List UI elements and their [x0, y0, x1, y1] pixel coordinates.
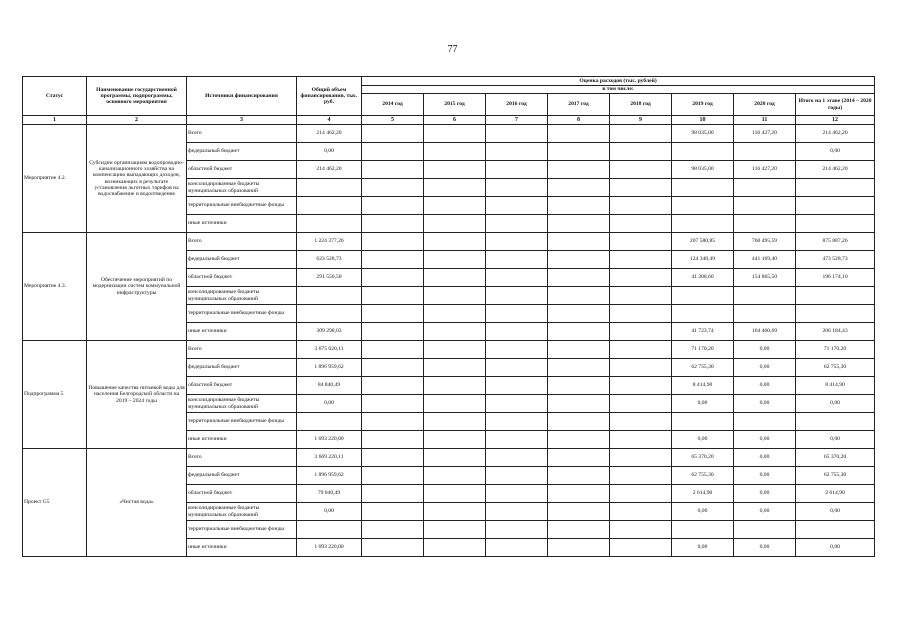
page-number: 77: [447, 44, 458, 55]
cell-2016: [486, 233, 548, 251]
cell-2018: [610, 521, 672, 539]
cell-2015: [424, 269, 486, 287]
cell-2015: [424, 395, 486, 413]
cell-2016: [486, 305, 548, 323]
cell-source: консолидированные бюджеты муниципальных образований: [187, 503, 297, 521]
cell-stage-total: 875 887,26: [796, 233, 875, 251]
cell-2017: [548, 251, 610, 269]
cell-2014: [362, 377, 424, 395]
cell-2016: [486, 359, 548, 377]
cell-2018: [610, 323, 672, 341]
cell-2014: [362, 161, 424, 179]
column-number: 10: [672, 116, 734, 125]
cell-source: федеральный бюджет: [187, 143, 297, 161]
cell-2019: 98 035,00: [672, 125, 734, 143]
header-total: Общий объем финансирования, тыс. руб.: [297, 77, 362, 116]
cell-2016: [486, 269, 548, 287]
cell-2020: 116 427,20: [734, 161, 796, 179]
cell-2018: [610, 287, 672, 305]
cell-2014: [362, 485, 424, 503]
cell-2020: 0,00: [734, 503, 796, 521]
cell-2016: [486, 323, 548, 341]
column-number: 3: [187, 116, 297, 125]
row-status: Мероприятие 4.2.: [23, 125, 87, 233]
column-number: 12: [796, 116, 875, 125]
cell-2017: [548, 431, 610, 449]
cell-2016: [486, 197, 548, 215]
cell-2017: [548, 359, 610, 377]
cell-stage-total: 196 174,10: [796, 269, 875, 287]
cell-2020: [734, 143, 796, 161]
cell-source: Всего: [187, 341, 297, 359]
cell-stage-total: [796, 305, 875, 323]
cell-2018: [610, 431, 672, 449]
cell-2019: 65 370,20: [672, 449, 734, 467]
cell-2019: 62 755,30: [672, 467, 734, 485]
cell-total: 214 462,20: [297, 125, 362, 143]
cell-2015: [424, 503, 486, 521]
cell-2018: [610, 233, 672, 251]
cell-2018: [610, 449, 672, 467]
cell-2020: [734, 179, 796, 197]
cell-2015: [424, 413, 486, 431]
cell-2019: [672, 143, 734, 161]
cell-2014: [362, 287, 424, 305]
cell-2015: [424, 539, 486, 557]
cell-source: территориальные внебюджетные фонды: [187, 413, 297, 431]
row-status: Мероприятие 4.3.: [23, 233, 87, 341]
cell-2014: [362, 143, 424, 161]
cell-2020: 0,00: [734, 485, 796, 503]
cell-2020: 0,00: [734, 341, 796, 359]
cell-2015: [424, 431, 486, 449]
cell-2015: [424, 467, 486, 485]
cell-total: [297, 305, 362, 323]
cell-2016: [486, 485, 548, 503]
cell-2015: [424, 179, 486, 197]
cell-2015: [424, 143, 486, 161]
cell-total: 623 528,73: [297, 251, 362, 269]
header-year: 2015 год: [424, 94, 486, 116]
cell-source: консолидированные бюджеты муниципальных образований: [187, 287, 297, 305]
cell-stage-total: 65 370,20: [796, 449, 875, 467]
cell-2016: [486, 377, 548, 395]
cell-source: федеральный бюджет: [187, 251, 297, 269]
cell-source: территориальные внебюджетные фонды: [187, 521, 297, 539]
cell-2017: [548, 215, 610, 233]
cell-2016: [486, 395, 548, 413]
cell-2016: [486, 341, 548, 359]
row-name: «Чистая вода»: [87, 449, 187, 557]
cell-total: 79 040,49: [297, 485, 362, 503]
cell-2017: [548, 395, 610, 413]
cell-2018: [610, 503, 672, 521]
cell-2016: [486, 179, 548, 197]
cell-source: областной бюджет: [187, 485, 297, 503]
cell-2017: [548, 485, 610, 503]
cell-total: 1 693 220,00: [297, 539, 362, 557]
cell-2017: [548, 125, 610, 143]
cell-2018: [610, 161, 672, 179]
cell-total: 84 840,49: [297, 377, 362, 395]
row-name: Повышение качества питьевой воды для населения Белгородской области на 2019 – 2024 годы: [87, 341, 187, 449]
cell-stage-total: 0,00: [796, 431, 875, 449]
cell-2018: [610, 215, 672, 233]
cell-2017: [548, 413, 610, 431]
cell-2015: [424, 377, 486, 395]
cell-2020: [734, 215, 796, 233]
cell-stage-total: [796, 179, 875, 197]
cell-2014: [362, 215, 424, 233]
column-number: 5: [362, 116, 424, 125]
header-estimate: Оценка расходов (тыс. рублей): [362, 77, 875, 86]
cell-source: областной бюджет: [187, 161, 297, 179]
cell-2015: [424, 197, 486, 215]
cell-2019: 0,00: [672, 503, 734, 521]
cell-2014: [362, 521, 424, 539]
cell-2020: [734, 413, 796, 431]
cell-total: 1 896 959,62: [297, 467, 362, 485]
cell-2017: [548, 449, 610, 467]
cell-2014: [362, 503, 424, 521]
cell-total: 309 298,03: [297, 323, 362, 341]
row-status: Проект G5: [23, 449, 87, 557]
cell-2020: [734, 287, 796, 305]
cell-total: 291 550,50: [297, 269, 362, 287]
header-year: 2016 год: [486, 94, 548, 116]
cell-2016: [486, 287, 548, 305]
cell-2018: [610, 539, 672, 557]
cell-2019: 71 170,20: [672, 341, 734, 359]
column-number: 6: [424, 116, 486, 125]
cell-2019: 8 414,90: [672, 377, 734, 395]
cell-2018: [610, 395, 672, 413]
cell-2014: [362, 269, 424, 287]
cell-2018: [610, 125, 672, 143]
cell-source: иные источники: [187, 539, 297, 557]
cell-source: областной бюджет: [187, 269, 297, 287]
cell-stage-total: 62 755,30: [796, 359, 875, 377]
cell-2018: [610, 179, 672, 197]
cell-total: 0,00: [297, 503, 362, 521]
header-source: Источники финансирования: [187, 77, 297, 116]
cell-2015: [424, 485, 486, 503]
table-row: [23, 449, 875, 467]
cell-2017: [548, 179, 610, 197]
cell-stage-total: 71 170,20: [796, 341, 875, 359]
cell-total: 1 224 377,26: [297, 233, 362, 251]
cell-2020: 0,00: [734, 395, 796, 413]
cell-2019: 0,00: [672, 539, 734, 557]
cell-stage-total: [796, 197, 875, 215]
cell-2015: [424, 521, 486, 539]
cell-2016: [486, 521, 548, 539]
header-year: 2017 год: [548, 94, 610, 116]
cell-source: иные источники: [187, 215, 297, 233]
cell-2019: 41 723,74: [672, 323, 734, 341]
cell-total: 1 693 220,00: [297, 431, 362, 449]
cell-2015: [424, 341, 486, 359]
cell-2018: [610, 143, 672, 161]
cell-2019: [672, 305, 734, 323]
cell-2014: [362, 449, 424, 467]
cell-stage-total: [796, 215, 875, 233]
row-status: Подпрограмма 5: [23, 341, 87, 449]
budget-table: [22, 76, 875, 557]
cell-stage-total: 0,00: [796, 143, 875, 161]
cell-2017: [548, 467, 610, 485]
cell-2020: 0,00: [734, 467, 796, 485]
cell-2017: [548, 233, 610, 251]
header-year: 2014 год: [362, 94, 424, 116]
cell-2014: [362, 323, 424, 341]
table-row: [23, 125, 875, 143]
cell-source: Всего: [187, 449, 297, 467]
cell-2016: [486, 503, 548, 521]
cell-source: консолидированные бюджеты муниципальных образований: [187, 179, 297, 197]
cell-total: 214 462,20: [297, 161, 362, 179]
cell-source: Всего: [187, 233, 297, 251]
header-status: Статус: [23, 77, 87, 116]
cell-2017: [548, 341, 610, 359]
cell-total: [297, 287, 362, 305]
cell-2017: [548, 377, 610, 395]
cell-2020: 0,00: [734, 449, 796, 467]
cell-source: федеральный бюджет: [187, 467, 297, 485]
cell-2018: [610, 305, 672, 323]
cell-2020: 441 169,40: [734, 251, 796, 269]
cell-stage-total: 0,00: [796, 503, 875, 521]
cell-2014: [362, 431, 424, 449]
header-year: 2020 год: [734, 94, 796, 116]
cell-source: Всего: [187, 125, 297, 143]
cell-2017: [548, 503, 610, 521]
cell-2018: [610, 377, 672, 395]
cell-2014: [362, 359, 424, 377]
header-name: Наименование государственной программы, подпрограммы, основного мероприятия: [87, 77, 187, 116]
cell-stage-total: 473 528,73: [796, 251, 875, 269]
cell-2017: [548, 521, 610, 539]
cell-2016: [486, 539, 548, 557]
cell-2016: [486, 125, 548, 143]
cell-2015: [424, 125, 486, 143]
cell-stage-total: 62 755,30: [796, 467, 875, 485]
cell-2020: [734, 521, 796, 539]
cell-total: 0,00: [297, 143, 362, 161]
cell-2014: [362, 467, 424, 485]
column-number: 1: [23, 116, 87, 125]
cell-source: территориальные внебюджетные фонды: [187, 305, 297, 323]
cell-2020: [734, 197, 796, 215]
cell-2017: [548, 197, 610, 215]
cell-stage-total: [796, 287, 875, 305]
cell-2019: [672, 413, 734, 431]
cell-2014: [362, 341, 424, 359]
cell-2018: [610, 197, 672, 215]
cell-2020: [734, 305, 796, 323]
cell-2018: [610, 251, 672, 269]
cell-total: [297, 521, 362, 539]
cell-2016: [486, 143, 548, 161]
cell-total: [297, 215, 362, 233]
cell-2015: [424, 323, 486, 341]
cell-2017: [548, 161, 610, 179]
cell-2019: [672, 521, 734, 539]
cell-2015: [424, 251, 486, 269]
cell-stage-total: 0,00: [796, 539, 875, 557]
cell-total: 3 675 020,11: [297, 341, 362, 359]
cell-2018: [610, 413, 672, 431]
cell-stage-total: 206 184,43: [796, 323, 875, 341]
cell-2019: 0,00: [672, 395, 734, 413]
cell-2020: 0,00: [734, 377, 796, 395]
column-number: 11: [734, 116, 796, 125]
row-name: Субсидии организациям водопроводно-канализационного хозяйства на компенсацию выпадающих доходов, возникающих в результате установления льготных тарифов на водоснабжение и водоотведение: [87, 125, 187, 233]
cell-stage-total: [796, 413, 875, 431]
cell-2015: [424, 233, 486, 251]
header-year: 2019 год: [672, 94, 734, 116]
cell-2014: [362, 125, 424, 143]
cell-2017: [548, 143, 610, 161]
cell-2019: 124 348,49: [672, 251, 734, 269]
cell-2016: [486, 161, 548, 179]
column-number: 8: [548, 116, 610, 125]
cell-source: иные источники: [187, 323, 297, 341]
cell-2016: [486, 431, 548, 449]
cell-stage-total: 2 614,90: [796, 485, 875, 503]
cell-stage-total: 214 462,20: [796, 161, 875, 179]
cell-2018: [610, 341, 672, 359]
cell-2015: [424, 305, 486, 323]
cell-2020: 0,00: [734, 431, 796, 449]
cell-2019: 2 614,90: [672, 485, 734, 503]
cell-2020: 760 495,59: [734, 233, 796, 251]
cell-2020: 164 460,69: [734, 323, 796, 341]
cell-source: иные источники: [187, 431, 297, 449]
table-row: [23, 341, 875, 359]
row-name: Обеспечение мероприятий по модернизации систем коммунальной инфраструктуры: [87, 233, 187, 341]
cell-2014: [362, 233, 424, 251]
cell-2015: [424, 359, 486, 377]
cell-2014: [362, 251, 424, 269]
cell-2019: 98 035,00: [672, 161, 734, 179]
cell-source: консолидированные бюджеты муниципальных образований: [187, 395, 297, 413]
header-including: в том числе:: [362, 86, 875, 94]
cell-2016: [486, 251, 548, 269]
cell-2017: [548, 269, 610, 287]
column-number: 2: [87, 116, 187, 125]
cell-2015: [424, 449, 486, 467]
column-number: 4: [297, 116, 362, 125]
cell-2019: [672, 215, 734, 233]
cell-2014: [362, 305, 424, 323]
cell-total: [297, 197, 362, 215]
column-number: 9: [610, 116, 672, 125]
cell-2014: [362, 197, 424, 215]
cell-2014: [362, 395, 424, 413]
cell-total: 0,00: [297, 395, 362, 413]
cell-2020: 0,00: [734, 539, 796, 557]
header-year: 2018 год: [610, 94, 672, 116]
cell-2018: [610, 269, 672, 287]
cell-source: областной бюджет: [187, 377, 297, 395]
cell-2017: [548, 305, 610, 323]
cell-2016: [486, 467, 548, 485]
cell-stage-total: 0,00: [796, 395, 875, 413]
cell-2018: [610, 485, 672, 503]
cell-2017: [548, 323, 610, 341]
cell-2019: [672, 197, 734, 215]
cell-2017: [548, 539, 610, 557]
cell-total: [297, 413, 362, 431]
cell-2014: [362, 179, 424, 197]
header-year: Итого на 1 этапе (2014 – 2020 годы): [796, 94, 875, 116]
table-row: [23, 233, 875, 251]
cell-2016: [486, 215, 548, 233]
cell-2019: 0,00: [672, 431, 734, 449]
cell-2017: [548, 287, 610, 305]
cell-2020: 0,00: [734, 359, 796, 377]
cell-total: [297, 179, 362, 197]
cell-stage-total: [796, 521, 875, 539]
cell-2019: [672, 179, 734, 197]
cell-2015: [424, 287, 486, 305]
cell-stage-total: 214 462,20: [796, 125, 875, 143]
cell-2015: [424, 215, 486, 233]
cell-total: 1 896 959,62: [297, 359, 362, 377]
cell-2020: 154 865,50: [734, 269, 796, 287]
cell-2018: [610, 467, 672, 485]
cell-2014: [362, 413, 424, 431]
cell-2019: 207 580,85: [672, 233, 734, 251]
cell-source: федеральный бюджет: [187, 359, 297, 377]
cell-2016: [486, 413, 548, 431]
cell-2014: [362, 539, 424, 557]
cell-2018: [610, 359, 672, 377]
cell-2019: 62 755,30: [672, 359, 734, 377]
cell-2020: 116 427,20: [734, 125, 796, 143]
cell-stage-total: 8 414,90: [796, 377, 875, 395]
cell-2015: [424, 161, 486, 179]
cell-total: 3 669 220,11: [297, 449, 362, 467]
cell-2016: [486, 449, 548, 467]
cell-2019: 41 308,60: [672, 269, 734, 287]
cell-source: территориальные внебюджетные фонды: [187, 197, 297, 215]
column-number: 7: [486, 116, 548, 125]
cell-2019: [672, 287, 734, 305]
